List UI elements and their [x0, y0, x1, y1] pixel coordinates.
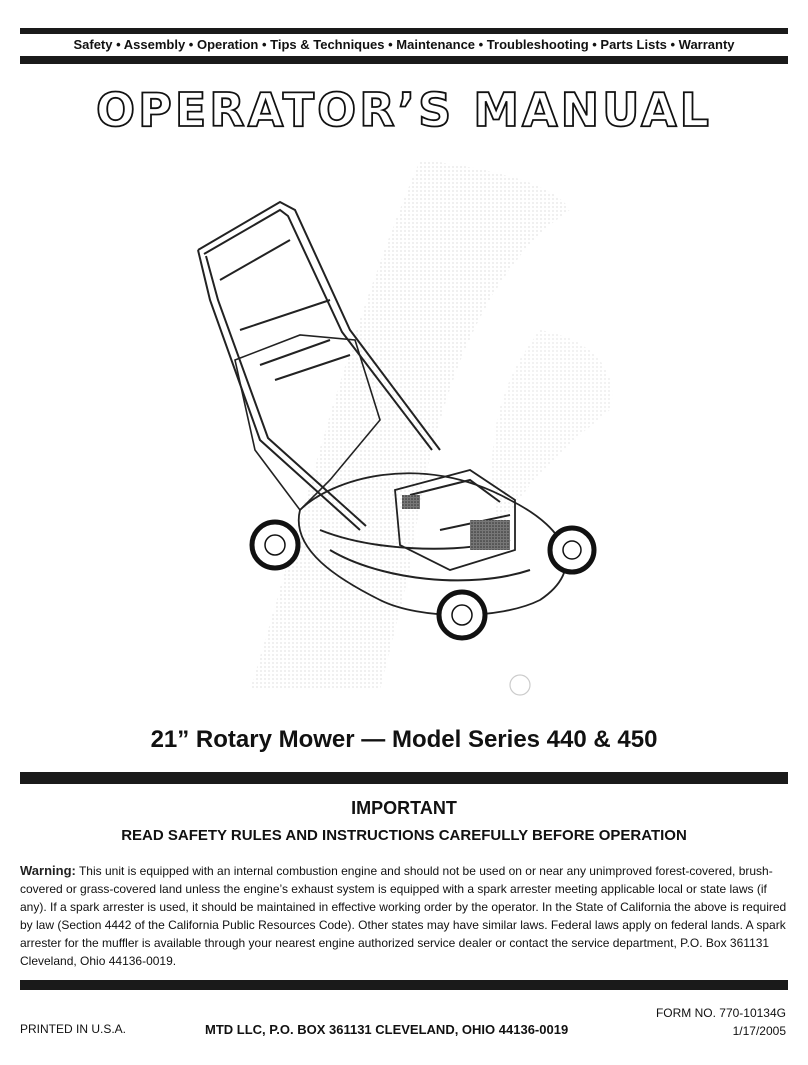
- warning-label: Warning:: [20, 863, 76, 878]
- section-nav: Safety • Assembly • Operation • Tips & Techniques • Maintenance • Troubleshooting • Parts Lists • Warranty: [73, 37, 735, 52]
- top-rule: [20, 28, 788, 34]
- engine-detail: [470, 520, 510, 550]
- divider-rule: [20, 772, 788, 784]
- warning-text: This unit is equipped with an internal combustion engine and should not be used on or near any unimproved forest-covered, brush-covered or grass-covered land unless the engine’s exhaust system is equipped with a spark arrester meeting applicable local or state laws (if any). If a spark arrester is used, it should be maintained in effective working order by the operator. In the State of California the above is required by law (Section 4442 of the California Public Resources Code). Other states may have similar laws. Federal laws apply on federal lands. A spark arrester for the muffler is available through your nearest engine authorized service dealer or contact the service department, P.O. Box 361131 Cleveland, Ohio 44136-0019.: [20, 864, 787, 968]
- bottom-rule: [20, 980, 788, 990]
- company-address: MTD LLC, P.O. BOX 361131 CLEVELAND, OHIO 44136-0019: [205, 1022, 569, 1037]
- safety-instruction: READ SAFETY RULES AND INSTRUCTIONS CAREFULLY BEFORE OPERATION: [121, 827, 687, 844]
- model-title: 21” Rotary Mower — Model Series 440 & 450: [150, 726, 658, 753]
- form-number: FORM NO. 770-10134G: [655, 1006, 786, 1020]
- important-heading: IMPORTANT: [351, 798, 457, 818]
- registered-mark: [510, 675, 530, 695]
- page-title: OPERATOR’S MANUAL: [96, 83, 712, 137]
- top-rule-lower: [20, 56, 788, 64]
- warning-paragraph: [20, 862, 788, 970]
- form-date: 1/17/2005: [732, 1024, 786, 1038]
- lawn-mower-illustration: [180, 150, 620, 710]
- printed-in: PRINTED IN U.S.A.: [20, 1022, 127, 1036]
